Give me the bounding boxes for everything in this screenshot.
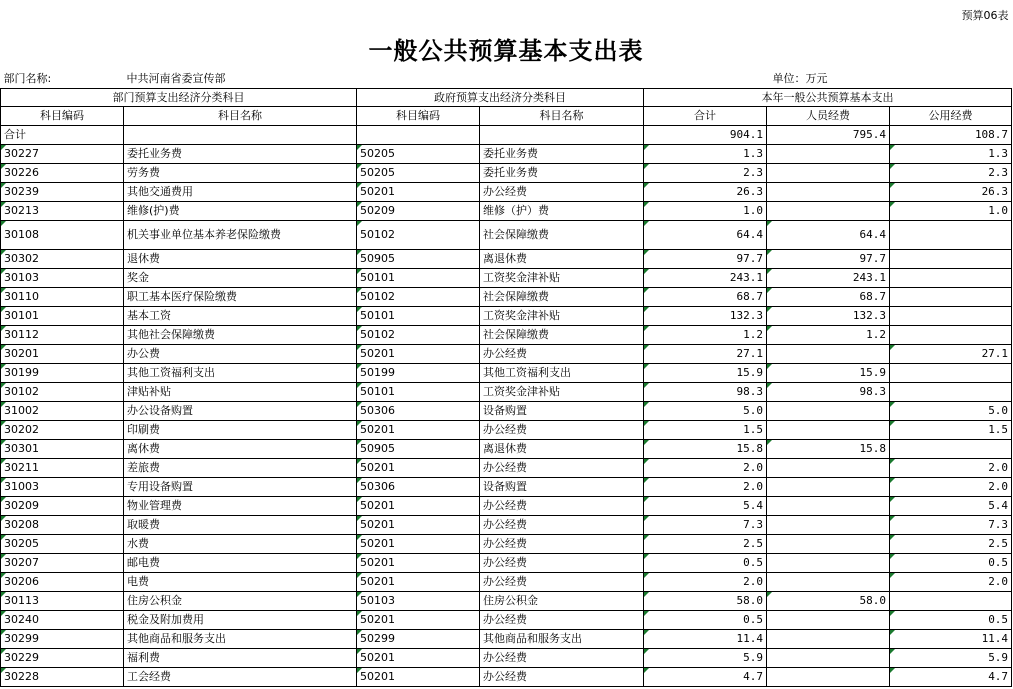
row-public: 2.0 [890,477,1012,496]
row-name2: 设备购置 [480,401,644,420]
row-code2: 50201 [357,344,480,363]
table-row [1,401,1012,420]
row-public: 2.0 [890,458,1012,477]
table-row [1,610,1012,629]
row-name2: 办公经费 [480,515,644,534]
row-code1: 30201 [1,344,124,363]
row-code1: 30301 [1,439,124,458]
form-number: 预算06表 [961,9,1009,22]
row-name2: 其他工资福利支出 [480,363,644,382]
row-code1: 30205 [1,534,124,553]
row-total: 1.5 [644,420,767,439]
col-total: 合计 [644,106,767,125]
row-total: 2.5 [644,534,767,553]
table-row [1,496,1012,515]
row-name2: 设备购置 [480,477,644,496]
row-total: 2.3 [644,163,767,182]
row-personnel: 64.4 [767,220,890,249]
row-code2: 50209 [357,201,480,220]
row-personnel [767,572,890,591]
row-name1: 专用设备购置 [124,477,357,496]
row-public: 0.5 [890,610,1012,629]
row-public: 1.3 [890,144,1012,163]
row-name1: 其他商品和服务支出 [124,629,357,648]
row-code1: 30211 [1,458,124,477]
row-total: 15.9 [644,363,767,382]
row-name2: 办公经费 [480,610,644,629]
row-name1: 水费 [124,534,357,553]
row-name1: 基本工资 [124,306,357,325]
row-name1: 津贴补贴 [124,382,357,401]
row-public: 5.0 [890,401,1012,420]
row-total: 1.3 [644,144,767,163]
row-code2: 50102 [357,220,480,249]
row-public: 2.0 [890,572,1012,591]
unit-label: 单位：万元 [772,71,828,85]
row-name2: 办公经费 [480,458,644,477]
row-personnel [767,515,890,534]
row-name1: 其他工资福利支出 [124,363,357,382]
row-name2: 社会保障缴费 [480,287,644,306]
row-personnel [767,144,890,163]
row-name2: 离退休费 [480,249,644,268]
row-personnel: 1.2 [767,325,890,344]
total-amount: 904.1 [644,125,767,144]
row-code1: 30108 [1,220,124,249]
row-name2: 离退休费 [480,439,644,458]
row-total: 11.4 [644,629,767,648]
row-code2: 50101 [357,382,480,401]
row-name1: 电费 [124,572,357,591]
row-personnel [767,344,890,363]
row-name1: 办公设备购置 [124,401,357,420]
row-name2: 办公经费 [480,182,644,201]
row-personnel: 15.9 [767,363,890,382]
table-row [1,591,1012,610]
row-public [890,287,1012,306]
row-code2: 50201 [357,667,480,686]
row-name2: 委托业务费 [480,144,644,163]
row-name2: 维修（护）费 [480,201,644,220]
row-total: 5.0 [644,401,767,420]
row-public: 7.3 [890,515,1012,534]
table-row [1,144,1012,163]
col-code2: 科目编码 [357,106,480,125]
row-total: 97.7 [644,249,767,268]
row-total: 2.0 [644,572,767,591]
table-row [1,667,1012,686]
row-code2: 50199 [357,363,480,382]
row-public: 1.5 [890,420,1012,439]
row-personnel [767,201,890,220]
row-code2: 50201 [357,420,480,439]
table-row [1,182,1012,201]
table-row [1,420,1012,439]
row-total: 68.7 [644,287,767,306]
row-total: 58.0 [644,591,767,610]
row-personnel [767,610,890,629]
row-code2: 50905 [357,249,480,268]
table-row [1,287,1012,306]
row-public: 5.9 [890,648,1012,667]
row-code1: 30207 [1,553,124,572]
row-total: 26.3 [644,182,767,201]
row-public [890,306,1012,325]
total-personnel: 795.4 [767,125,890,144]
row-public [890,220,1012,249]
table-row [1,458,1012,477]
table-row [1,201,1012,220]
row-total: 15.8 [644,439,767,458]
row-name2: 社会保障缴费 [480,220,644,249]
row-code2: 50299 [357,629,480,648]
row-name1: 物业管理费 [124,496,357,515]
row-code2: 50102 [357,287,480,306]
row-name1: 邮电费 [124,553,357,572]
row-name2: 办公经费 [480,648,644,667]
row-public [890,363,1012,382]
row-code2: 50201 [357,534,480,553]
row-public: 11.4 [890,629,1012,648]
row-code1: 30229 [1,648,124,667]
row-code2: 50201 [357,182,480,201]
row-code1: 30302 [1,249,124,268]
row-code2: 50201 [357,553,480,572]
row-code2: 50205 [357,144,480,163]
row-code2: 50102 [357,325,480,344]
row-total: 0.5 [644,553,767,572]
row-name2: 工资奖金津补贴 [480,382,644,401]
row-code2: 50101 [357,306,480,325]
row-code1: 30103 [1,268,124,287]
table-row [1,629,1012,648]
row-personnel [767,534,890,553]
row-personnel [767,182,890,201]
row-total: 0.5 [644,610,767,629]
row-name1: 住房公积金 [124,591,357,610]
table-row [1,325,1012,344]
row-personnel: 15.8 [767,439,890,458]
table-row [1,344,1012,363]
table-row [1,553,1012,572]
row-total: 64.4 [644,220,767,249]
row-public: 2.5 [890,534,1012,553]
row-total: 7.3 [644,515,767,534]
row-name1: 取暖费 [124,515,357,534]
row-public [890,268,1012,287]
total-row [1,125,1012,144]
row-code2: 50201 [357,515,480,534]
row-name1: 福利费 [124,648,357,667]
row-code2: 50306 [357,477,480,496]
row-personnel [767,401,890,420]
row-code1: 30226 [1,163,124,182]
row-personnel: 68.7 [767,287,890,306]
row-name1: 劳务费 [124,163,357,182]
table-row [1,477,1012,496]
group-current-year: 本年一般公共预算基本支出 [644,88,1012,106]
row-public [890,325,1012,344]
row-personnel [767,648,890,667]
row-name2: 办公经费 [480,553,644,572]
col-code1: 科目编码 [1,106,124,125]
row-public: 27.1 [890,344,1012,363]
table-row [1,363,1012,382]
row-code2: 50306 [357,401,480,420]
total-label: 合计 [1,125,124,144]
row-personnel [767,420,890,439]
row-code2: 50103 [357,591,480,610]
table-row [1,268,1012,287]
row-total: 243.1 [644,268,767,287]
row-personnel: 243.1 [767,268,890,287]
row-code1: 30202 [1,420,124,439]
row-public: 2.3 [890,163,1012,182]
row-code2: 50201 [357,572,480,591]
row-total: 132.3 [644,306,767,325]
row-code1: 30101 [1,306,124,325]
row-personnel [767,553,890,572]
row-personnel: 132.3 [767,306,890,325]
row-total: 2.0 [644,458,767,477]
row-name1: 税金及附加费用 [124,610,357,629]
row-code1: 30209 [1,496,124,515]
row-name2: 委托业务费 [480,163,644,182]
dept-name: 中共河南省委宣传部 [126,71,226,85]
row-name1: 退休费 [124,249,357,268]
row-total: 98.3 [644,382,767,401]
table-row [1,382,1012,401]
row-code1: 30228 [1,667,124,686]
row-code2: 50201 [357,610,480,629]
table-row [1,572,1012,591]
row-code2: 50201 [357,496,480,515]
row-personnel [767,496,890,515]
row-name2: 其他商品和服务支出 [480,629,644,648]
row-total: 5.4 [644,496,767,515]
row-name1: 其他社会保障缴费 [124,325,357,344]
table-row [1,439,1012,458]
row-code1: 30102 [1,382,124,401]
table-row [1,648,1012,667]
table-row [1,534,1012,553]
row-code1: 30208 [1,515,124,534]
total-public: 108.7 [890,125,1012,144]
row-public: 1.0 [890,201,1012,220]
row-name2: 工资奖金津补贴 [480,268,644,287]
row-code1: 30227 [1,144,124,163]
row-total: 5.9 [644,648,767,667]
group-dept-econ: 部门预算支出经济分类科目 [1,88,357,106]
row-name2: 社会保障缴费 [480,325,644,344]
row-code1: 30299 [1,629,124,648]
row-total: 1.0 [644,201,767,220]
row-personnel: 58.0 [767,591,890,610]
col-personnel: 人员经费 [767,106,890,125]
row-name1: 其他交通费用 [124,182,357,201]
row-name1: 离休费 [124,439,357,458]
col-name2: 科目名称 [480,106,644,125]
row-code1: 30213 [1,201,124,220]
row-personnel [767,629,890,648]
row-code2: 50905 [357,439,480,458]
table-row [1,249,1012,268]
table-row [1,306,1012,325]
row-public: 4.7 [890,667,1012,686]
row-code1: 30240 [1,610,124,629]
row-public [890,439,1012,458]
row-public [890,382,1012,401]
page-title: 一般公共预算基本支出表 [368,35,644,65]
row-personnel [767,163,890,182]
row-code1: 30239 [1,182,124,201]
row-name1: 机关事业单位基本养老保险缴费 [124,220,357,249]
row-name2: 工资奖金津补贴 [480,306,644,325]
row-public [890,249,1012,268]
row-code2: 50201 [357,458,480,477]
row-code1: 30206 [1,572,124,591]
row-name2: 办公经费 [480,534,644,553]
row-name2: 办公经费 [480,496,644,515]
row-name2: 办公经费 [480,420,644,439]
row-total: 1.2 [644,325,767,344]
row-name1: 维修(护)费 [124,201,357,220]
row-name2: 住房公积金 [480,591,644,610]
row-total: 4.7 [644,667,767,686]
row-personnel: 97.7 [767,249,890,268]
row-public: 0.5 [890,553,1012,572]
table-row [1,515,1012,534]
row-name2: 办公经费 [480,667,644,686]
row-personnel: 98.3 [767,382,890,401]
row-name2: 办公经费 [480,572,644,591]
row-code2: 50205 [357,163,480,182]
row-name1: 工会经费 [124,667,357,686]
row-total: 2.0 [644,477,767,496]
row-personnel [767,667,890,686]
row-personnel [767,477,890,496]
row-total: 27.1 [644,344,767,363]
group-gov-econ: 政府预算支出经济分类科目 [357,88,644,106]
row-name1: 印刷费 [124,420,357,439]
row-name1: 办公费 [124,344,357,363]
row-public: 5.4 [890,496,1012,515]
row-name2: 办公经费 [480,344,644,363]
row-personnel [767,458,890,477]
table-row [1,163,1012,182]
col-name1: 科目名称 [124,106,357,125]
dept-label: 部门名称: [3,71,52,85]
row-public [890,591,1012,610]
row-code2: 50201 [357,648,480,667]
row-code1: 30110 [1,287,124,306]
row-code1: 31002 [1,401,124,420]
row-code1: 30199 [1,363,124,382]
row-code2: 50101 [357,268,480,287]
row-name1: 奖金 [124,268,357,287]
row-code1: 30112 [1,325,124,344]
row-code1: 31003 [1,477,124,496]
row-name1: 差旅费 [124,458,357,477]
row-public: 26.3 [890,182,1012,201]
row-name1: 职工基本医疗保险缴费 [124,287,357,306]
row-code1: 30113 [1,591,124,610]
row-name1: 委托业务费 [124,144,357,163]
table-row [1,220,1012,249]
col-public: 公用经费 [890,106,1012,125]
